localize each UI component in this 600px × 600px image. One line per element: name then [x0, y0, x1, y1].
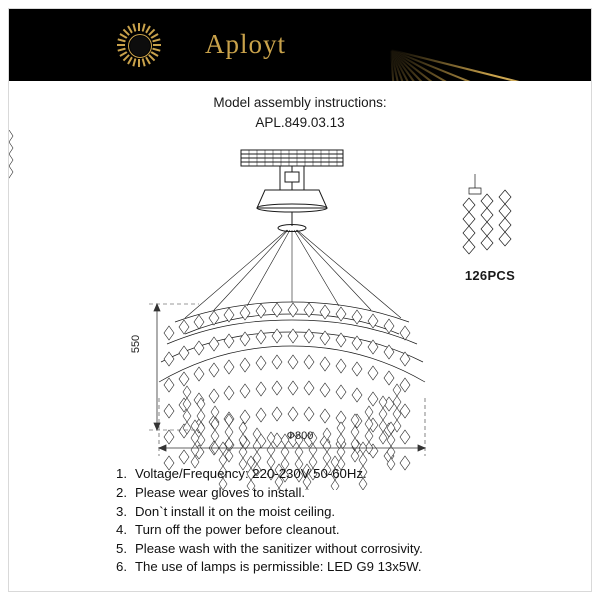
- product-drawing-area: [9, 130, 591, 490]
- note-number: 2.: [116, 485, 127, 501]
- diameter-dimension-label: Ф800: [286, 430, 314, 442]
- list-item: [105, 465, 571, 484]
- note-text: Turn off the power before cleanout.: [135, 522, 340, 538]
- note-text: Voltage/Frequency: 220-230V 50-60Hz.: [135, 466, 367, 482]
- leaf-detail-block: [435, 172, 545, 283]
- list-item: [105, 503, 571, 522]
- note-text: Don`t install it on the moist ceiling.: [135, 503, 336, 519]
- brand-name: Aployt: [205, 29, 287, 59]
- note-number: 4.: [116, 522, 127, 538]
- note-text: Please wash with the sanitizer without corrosivity.: [135, 540, 423, 556]
- leaf-count-label: 126PCS: [464, 268, 516, 283]
- note-number: 1.: [116, 466, 127, 482]
- note-number: 3.: [116, 503, 127, 519]
- note-text: The use of lamps is permissible: LED G9 13x5W.: [135, 559, 422, 575]
- note-number: 5.: [116, 540, 127, 556]
- leaf-branch-icon: [435, 172, 545, 264]
- sunburst-icon: [117, 23, 161, 67]
- instruction-notes-list: [105, 465, 571, 577]
- list-item: [105, 540, 571, 559]
- title-block: [9, 95, 591, 130]
- list-item: [105, 521, 571, 540]
- sheet-border: [8, 8, 592, 592]
- model-code: APL.849.03.13: [255, 115, 345, 130]
- brand-header: [9, 9, 591, 81]
- note-text: Please wear gloves to install.: [135, 485, 306, 501]
- height-dimension-label: 550: [130, 334, 143, 354]
- list-item: [105, 484, 571, 503]
- decorative-fan-icon: [391, 9, 591, 81]
- list-item: [105, 558, 571, 577]
- page-title: Model assembly instructions:: [213, 95, 387, 110]
- note-number: 6.: [116, 559, 127, 575]
